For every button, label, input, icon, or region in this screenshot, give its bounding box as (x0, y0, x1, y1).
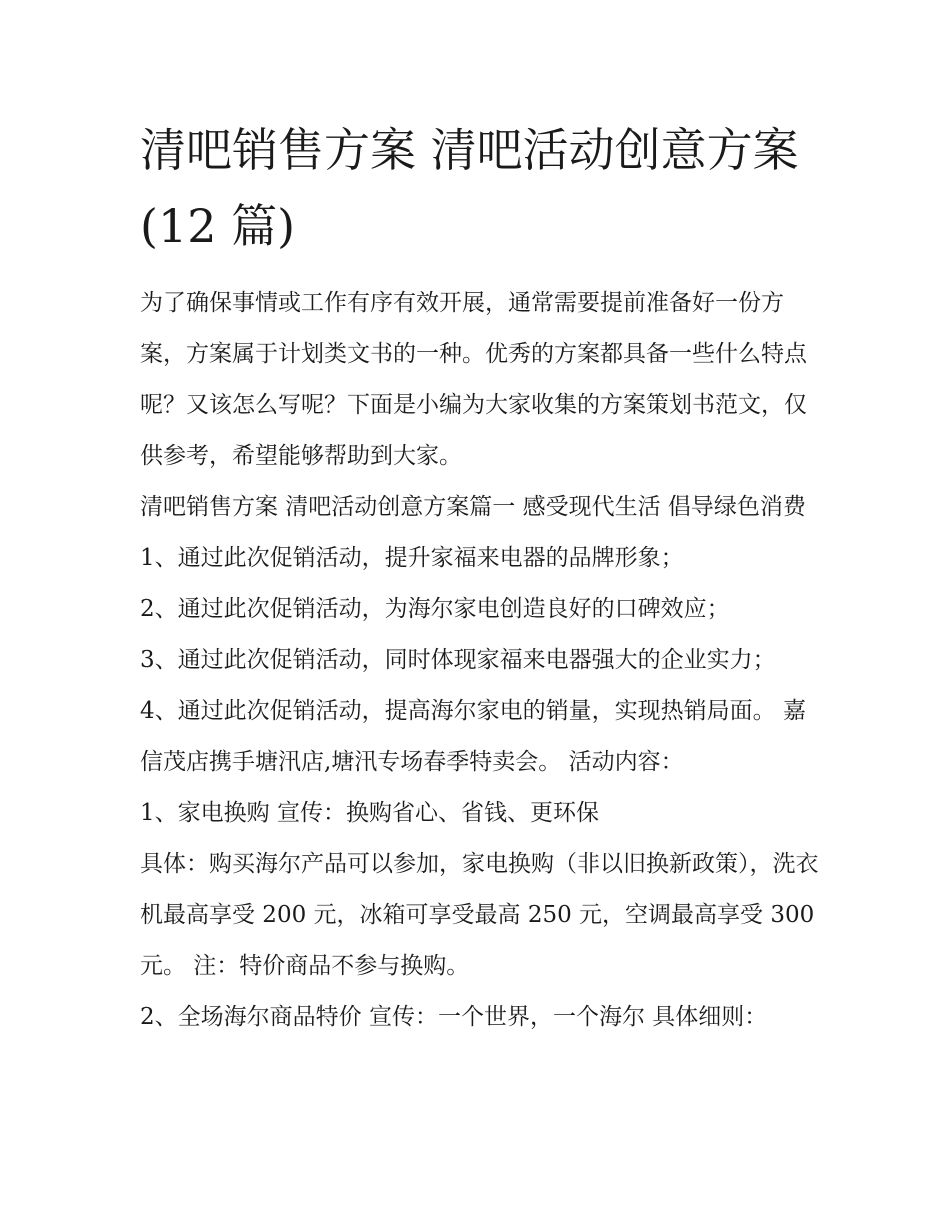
document-body (140, 278, 820, 1043)
paragraph-goal-4: 4、通过此次促销活动，提高海尔家电的销量，实现热销局面。 嘉信茂店携手塘汛店,塘汛专场春季特卖会。 活动内容： (140, 698, 806, 775)
paragraph-activity-1-details: 具体：购买海尔产品可以参加，家电换购（非以旧换新政策），洗衣机最高享受 200 元，冰箱可享受最高 250 元，空调最高享受 300 元。 注：特价商品不参与换购。 (140, 851, 819, 979)
paragraph-goal-3: 3、通过此次促销活动，同时体现家福来电器强大的企业实力； (140, 647, 776, 673)
paragraph-activity-2: 2、全场海尔商品特价 宣传：一个世界，一个海尔 具体细则： (140, 1004, 768, 1030)
paragraph-intro: 为了确保事情或工作有序有效开展，通常需要提前准备好一份方案，方案属于计划类文书的一种。优秀的方案都具备一些什么特点呢？又该怎么写呢？下面是小编为大家收集的方案策划书范文，仅供参考，希望能够帮助到大家。 (140, 290, 807, 469)
paragraph-activity-1: 1、家电换购 宣传：换购省心、省钱、更环保 (140, 800, 599, 826)
paragraph-section-one-goal-1: 清吧销售方案 清吧活动创意方案篇一 感受现代生活 倡导绿色消费 1、通过此次促销活动，提升家福来电器的品牌形象； (140, 494, 806, 571)
document-title: 清吧销售方案 清吧活动创意方案(12 篇) (140, 123, 799, 253)
paragraph-goal-2: 2、通过此次促销活动，为海尔家电创造良好的口碑效应； (140, 596, 730, 622)
document-page (140, 112, 820, 1043)
